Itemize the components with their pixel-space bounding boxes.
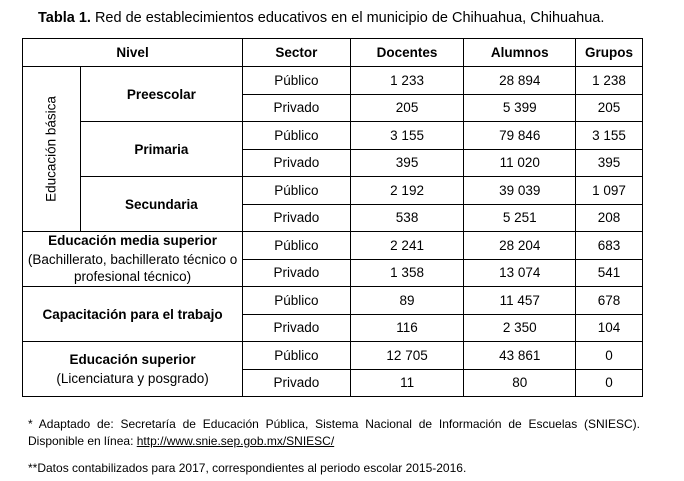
table-notes bbox=[28, 416, 640, 477]
level-media-superior bbox=[23, 232, 243, 287]
level-superior-sub: (Licenciatura y posgrado) bbox=[56, 370, 209, 386]
alumnos-cell: 39 039 bbox=[464, 177, 576, 205]
table-row bbox=[23, 122, 643, 150]
alumnos-cell: 5 251 bbox=[464, 204, 576, 232]
grupos-cell: 541 bbox=[576, 259, 643, 287]
education-table bbox=[22, 38, 643, 397]
docentes-cell: 1 233 bbox=[350, 67, 464, 95]
level-media-superior-sub: (Bachillerato, bachillerato técnico o profesional técnico) bbox=[27, 252, 238, 284]
sector-cell: Privado bbox=[243, 369, 351, 397]
grupos-cell: 205 bbox=[576, 94, 643, 122]
sector-cell: Privado bbox=[243, 314, 351, 342]
alumnos-cell: 80 bbox=[464, 369, 576, 397]
docentes-cell: 538 bbox=[350, 204, 464, 232]
educacion-basica-cell bbox=[23, 67, 81, 232]
table-row bbox=[23, 342, 643, 370]
sector-cell: Público bbox=[243, 177, 351, 205]
docentes-cell: 1 358 bbox=[350, 259, 464, 287]
header-docentes: Docentes bbox=[350, 39, 464, 67]
docentes-cell: 12 705 bbox=[350, 342, 464, 370]
sector-cell: Privado bbox=[243, 94, 351, 122]
alumnos-cell: 2 350 bbox=[464, 314, 576, 342]
alumnos-cell: 43 861 bbox=[464, 342, 576, 370]
level-secundaria: Secundaria bbox=[80, 177, 242, 232]
sector-cell: Público bbox=[243, 67, 351, 95]
grupos-cell: 208 bbox=[576, 204, 643, 232]
alumnos-cell: 13 074 bbox=[464, 259, 576, 287]
educacion-basica-label: Educación básica bbox=[43, 96, 59, 202]
level-superior bbox=[23, 342, 243, 397]
grupos-cell: 3 155 bbox=[576, 122, 643, 150]
level-preescolar: Preescolar bbox=[80, 67, 242, 122]
docentes-cell: 2 192 bbox=[350, 177, 464, 205]
docentes-cell: 2 241 bbox=[350, 232, 464, 260]
sector-cell: Público bbox=[243, 232, 351, 260]
docentes-cell: 11 bbox=[350, 369, 464, 397]
alumnos-cell: 5 399 bbox=[464, 94, 576, 122]
header-grupos: Grupos bbox=[576, 39, 643, 67]
table-row bbox=[23, 287, 643, 315]
docentes-cell: 89 bbox=[350, 287, 464, 315]
table-caption bbox=[38, 10, 604, 26]
grupos-cell: 0 bbox=[576, 342, 643, 370]
sector-cell: Privado bbox=[243, 149, 351, 177]
source-link[interactable]: http://www.snie.sep.gob.mx/SNIESC/ bbox=[136, 434, 335, 448]
table-row bbox=[23, 232, 643, 260]
level-media-superior-name: Educación media superior bbox=[48, 233, 217, 248]
sector-cell: Privado bbox=[243, 259, 351, 287]
alumnos-cell: 28 204 bbox=[464, 232, 576, 260]
docentes-cell: 3 155 bbox=[350, 122, 464, 150]
sector-cell: Público bbox=[243, 342, 351, 370]
level-superior-name: Educación superior bbox=[69, 351, 196, 367]
grupos-cell: 1 238 bbox=[576, 67, 643, 95]
table-row bbox=[23, 177, 643, 205]
header-alumnos: Alumnos bbox=[464, 39, 576, 67]
sector-cell: Público bbox=[243, 122, 351, 150]
docentes-cell: 116 bbox=[350, 314, 464, 342]
grupos-cell: 683 bbox=[576, 232, 643, 260]
sector-cell: Privado bbox=[243, 204, 351, 232]
level-capacitacion: Capacitación para el trabajo bbox=[23, 287, 243, 342]
header-row bbox=[23, 39, 643, 67]
grupos-cell: 395 bbox=[576, 149, 643, 177]
grupos-cell: 1 097 bbox=[576, 177, 643, 205]
caption-text: Red de establecimientos educativos en el municipio de Chihuahua, Chihuahua. bbox=[90, 10, 605, 26]
alumnos-cell: 11 457 bbox=[464, 287, 576, 315]
data-footnote: **Datos contabilizados para 2017, correspondientes al periodo escolar 2015-2016. bbox=[28, 461, 467, 475]
header-sector: Sector bbox=[243, 39, 351, 67]
grupos-cell: 678 bbox=[576, 287, 643, 315]
docentes-cell: 205 bbox=[350, 94, 464, 122]
alumnos-cell: 28 894 bbox=[464, 67, 576, 95]
source-note-text: * Adaptado de: Secretaría de Educación Pública, Sistema Nacional de Información de Escuelas (SNIESC). Disponible en línea: bbox=[28, 417, 640, 448]
header-nivel: Nivel bbox=[23, 39, 243, 67]
grupos-cell: 0 bbox=[576, 369, 643, 397]
source-note bbox=[28, 416, 640, 450]
alumnos-cell: 11 020 bbox=[464, 149, 576, 177]
grupos-cell: 104 bbox=[576, 314, 643, 342]
caption-label: Tabla 1. bbox=[38, 10, 91, 26]
sector-cell: Público bbox=[243, 287, 351, 315]
level-primaria: Primaria bbox=[80, 122, 242, 177]
alumnos-cell: 79 846 bbox=[464, 122, 576, 150]
docentes-cell: 395 bbox=[350, 149, 464, 177]
table-row bbox=[23, 67, 643, 95]
